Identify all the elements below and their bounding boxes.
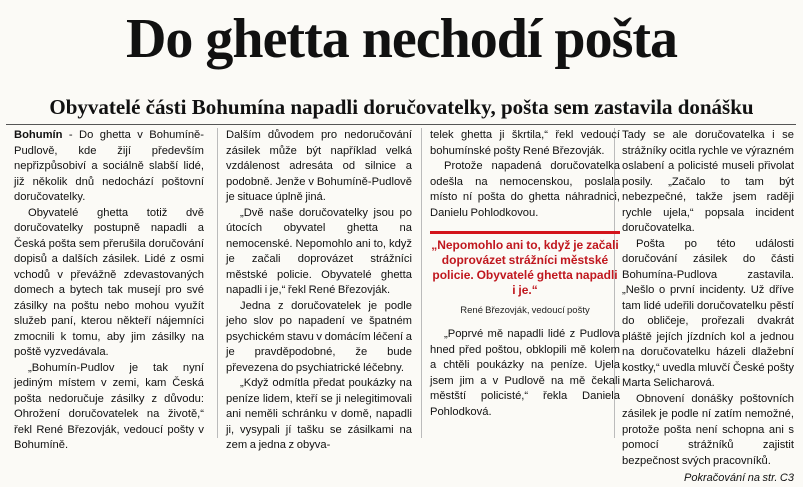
dateline: Bohumín bbox=[14, 129, 63, 141]
paragraph-text: - Do ghetta v Bohumíně-Pudlově, kde žijí především nepřizpůsobiví a sociálně slabší lidé, již několik dnů nedochází poštovní doručovatelky. bbox=[14, 129, 204, 203]
paragraph: „Dvě naše doručovatelky jsou po útocích obyvatel ghetta na nemocenské. Nepomohlo ani to, když je začali doprovázet strážníci městské policie. Obyvatelé ghetta napadli i je,“ řekl René Březovják. bbox=[226, 206, 412, 296]
continued-on-page: Pokračování na str. C3 bbox=[684, 472, 794, 484]
lead-paragraph bbox=[14, 128, 204, 206]
paragraph: Jedna z doručovatelek je podle jeho slov po napadení ve špatném psychickém stavu v domácím léčení a je pravděpodobné, že bude převezena do psychiatrické léčebny. bbox=[226, 299, 412, 374]
pull-quote: „Nepomohlo ani to, když je začali doprovázet strážníci městské policie. Obyvatelé ghetta napadli i je.“ bbox=[430, 231, 620, 298]
paragraph: telek ghetta ji škrtila,“ řekl vedoucí bohumínské pošty René Březovják. bbox=[430, 129, 620, 157]
pull-quote-caption: René Březovják, vedoucí pošty bbox=[460, 305, 590, 316]
paragraph: Obyvatelé ghetta totiž dvě doručovatelky postupně napadli a Česká pošta sem přerušila doručování dopisů a dalších zásilek. Lidé z osmi vchodů v převážně zdevastovaných domech a bytech tak musejí pro své zásilky na poštu nebo mohou využít služeb paní, kterou někteří nájemníci zmocnili k tomu, aby jim zásilky na poště vyzvedávala. bbox=[14, 206, 204, 358]
paragraph: Obnovení donášky poštovních zásilek je podle ní zatím nemožné, protože pošta není schopna ani s pomocí strážníků zajistit bezpečnost svých pracovníků. bbox=[622, 392, 794, 467]
article-column-3 bbox=[430, 128, 620, 420]
article-column-1 bbox=[14, 128, 204, 454]
paragraph: Tady se ale doručovatelka i se strážníky ocitla rychle ve výrazném oslabení a policisté museli přivolat posily. „Začalo to tam být nebezpečné, takže jsem raději rychle ujela,“ popsala incident doručovatelka. bbox=[622, 129, 794, 234]
subheadline: Obyvatelé části Bohumína napadli doručovatelky, pošta sem zastavila donášku bbox=[49, 95, 754, 119]
column-divider bbox=[217, 128, 218, 438]
paragraph: „Poprvé mě napadli lidé z Pudlova hned před poštou, obklopili mě kolem a chtěli poukázky na peníze. Ujela jsem jim a v Pudlově na mě čekali městští policisté,“ řekla Daniela Pohlodková. bbox=[430, 328, 620, 418]
paragraph: Pošta po této události doručování zásilek do části Bohumína-Pudlova zastavila. „Nešlo o první incidenty. Už dříve tam lidé udeřili doručovatelku pěstí do obličeje, prořezali dvakrát pláště jejích jízdních kol a jednou na doručovatelku házeli dlažební kostky,“ uvedla mluvčí České pošty Marta Selicharová. bbox=[622, 237, 794, 389]
column-divider bbox=[421, 128, 422, 438]
header-rule bbox=[6, 124, 796, 125]
paragraph: Protože napadená doručovatelka odešla na nemocenskou, poslala místo ní pošta do ghetta náhradnici, Danielu Pohlodkovou. bbox=[430, 160, 620, 219]
paragraph: „Když odmítla předat poukázky na peníze lidem, kteří se ji nelegitimovali ani neměli schránku v domě, napadli ji, vysypali jí tašku se zásilkami na zem a jedna z obyva- bbox=[226, 377, 412, 451]
paragraph: „Bohumín-Pudlov je tak nyní jediným místem v zemi, kam Česká pošta nedoručuje zásilky z důvodu: Ohrožení doručovatelek na životě,“ řekl René Březovják, vedoucí pošty v Bohumíně. bbox=[14, 361, 204, 451]
article-column-4 bbox=[622, 128, 794, 487]
headline: Do ghetta nechodí pošta bbox=[125, 8, 678, 70]
paragraph: Dalším důvodem pro nedoručování zásilek může být například velká vzdálenost adresáta od silnice a podobně. Jenže v Bohumíně-Pudlově je situace úplně jiná. bbox=[226, 129, 412, 203]
article-column-2 bbox=[226, 128, 412, 454]
